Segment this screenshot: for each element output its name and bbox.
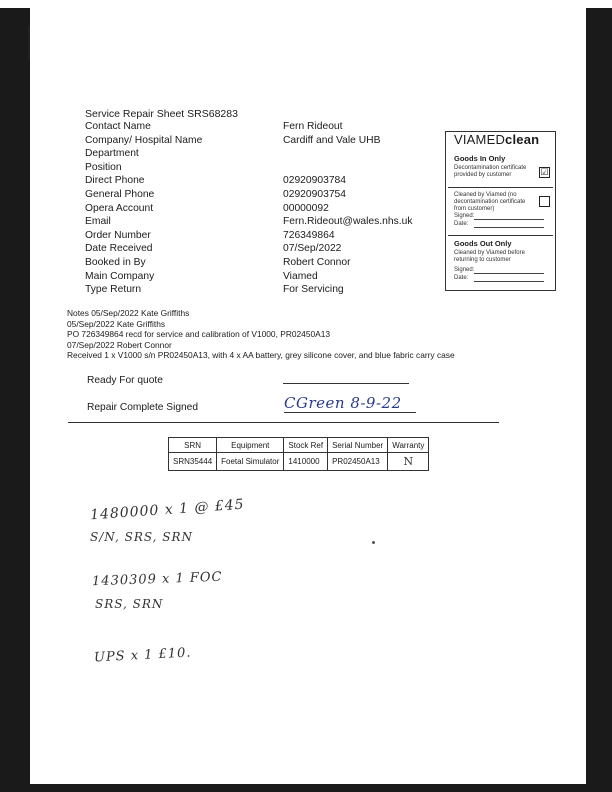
repair-complete-label: Repair Complete Signed (87, 402, 198, 413)
field-value: Viamed (283, 270, 318, 282)
field-label: Department (85, 148, 139, 160)
cleaned-checkbox (539, 196, 550, 207)
field-label: Opera Account (85, 202, 154, 214)
decon-certificate-text: Decontamination certificate provided by customer (454, 165, 527, 178)
warranty-mark: N (403, 455, 414, 468)
cleaned-by-viamed-text: Cleaned by Viamed (no decontamination certificate from customer) (454, 192, 526, 212)
field-value: 00000092 (283, 202, 329, 214)
logo-suffix: clean (505, 132, 540, 147)
scan-mark (28, 26, 30, 60)
stamp-divider (448, 187, 553, 188)
viamed-clean-stamp (445, 131, 556, 291)
field-value: 02920903784 (283, 175, 346, 187)
handwritten-line: SRS, SRN (95, 597, 164, 611)
table-row (169, 453, 429, 471)
col-header-warranty: Warranty (388, 438, 429, 453)
cell-warranty (388, 453, 429, 471)
field-label: General Phone (85, 188, 155, 200)
field-value: 726349864 (283, 229, 335, 241)
note-line: 07/Sep/2022 Robert Connor (67, 339, 172, 350)
field-label: Date Received (85, 243, 153, 255)
signed-label: Signed: (454, 267, 475, 273)
handwritten-line: 1430309 x 1 FOC (91, 569, 223, 590)
viamed-clean-logo (454, 132, 540, 147)
notes-section (67, 308, 455, 361)
field-label: Contact Name (85, 121, 151, 132)
scan-top-edge (0, 0, 612, 8)
cell-srn: SRN35444 (169, 453, 217, 471)
cell-stock-ref: 1410000 (284, 453, 328, 471)
field-value: Cardiff and Vale UHB (283, 134, 381, 146)
note-line: PO 726349864 recd for service and calibration of V1000, PR02450A13 (67, 329, 331, 340)
field-label: Main Company (85, 270, 155, 282)
sheet-title: Service Repair Sheet SRS68283 (85, 108, 238, 120)
signed-line (474, 273, 544, 274)
signed-line (474, 219, 544, 220)
ready-for-quote-label: Ready For quote (87, 375, 163, 386)
handwritten-line: 1480000 x 1 @ £45 (89, 496, 246, 524)
field-label: Type Return (85, 284, 142, 296)
date-label: Date: (454, 221, 469, 227)
stamp-divider (448, 235, 553, 236)
date-line (474, 227, 544, 228)
cell-equipment: Foetal Simulator (217, 453, 284, 471)
field-label: Direct Phone (85, 175, 145, 187)
field-label: Order Number (85, 229, 151, 241)
col-header-serial-number: Serial Number (328, 438, 388, 453)
field-value: Fern Rideout (283, 121, 343, 132)
field-value: 02920903754 (283, 188, 346, 200)
table-header-row (169, 438, 429, 453)
field-label: Position (85, 161, 122, 173)
note-line: Received 1 x V1000 s/n PR02450A13, with 4 x AA battery, grey silicone cover, and blue fabric carry case (67, 350, 455, 361)
field-value: Robert Connor (283, 256, 351, 268)
field-label: Email (85, 216, 111, 228)
date-line (474, 281, 544, 282)
field-label: Booked in By (85, 256, 146, 268)
col-header-equipment: Equipment (217, 438, 284, 453)
date-label: Date: (454, 275, 469, 281)
ink-dot (372, 541, 375, 544)
handwritten-line: S/N, SRS, SRN (90, 530, 194, 544)
field-value: For Servicing (283, 284, 344, 296)
handwritten-line: UPS x 1 £10. (93, 645, 192, 666)
field-value: Fern.Rideout@wales.nhs.uk (283, 216, 413, 228)
col-header-srn: SRN (169, 438, 217, 453)
section-divider (68, 422, 499, 423)
field-value: 07/Sep/2022 (283, 243, 342, 255)
goods-in-heading: Goods In Only (454, 154, 506, 163)
goods-out-text: Cleaned by Viamed before returning to customer (454, 250, 525, 263)
field-label: Company/ Hospital Name (85, 134, 203, 146)
col-header-stock-ref: Stock Ref (284, 438, 328, 453)
cell-serial-number: PR02450A13 (328, 453, 388, 471)
ready-for-quote-line (283, 383, 409, 384)
logo-prefix: VIAMED (454, 132, 506, 147)
repair-signature: CGreen 8-9-22 (284, 394, 416, 413)
signed-label: Signed: (454, 213, 475, 219)
goods-out-heading: Goods Out Only (454, 239, 512, 248)
note-line: Notes 05/Sep/2022 Kate Griffiths (67, 308, 190, 318)
note-line: 05/Sep/2022 Kate Griffiths (67, 318, 166, 329)
srn-table (168, 437, 429, 471)
decon-checkbox: ☑ (540, 167, 549, 177)
